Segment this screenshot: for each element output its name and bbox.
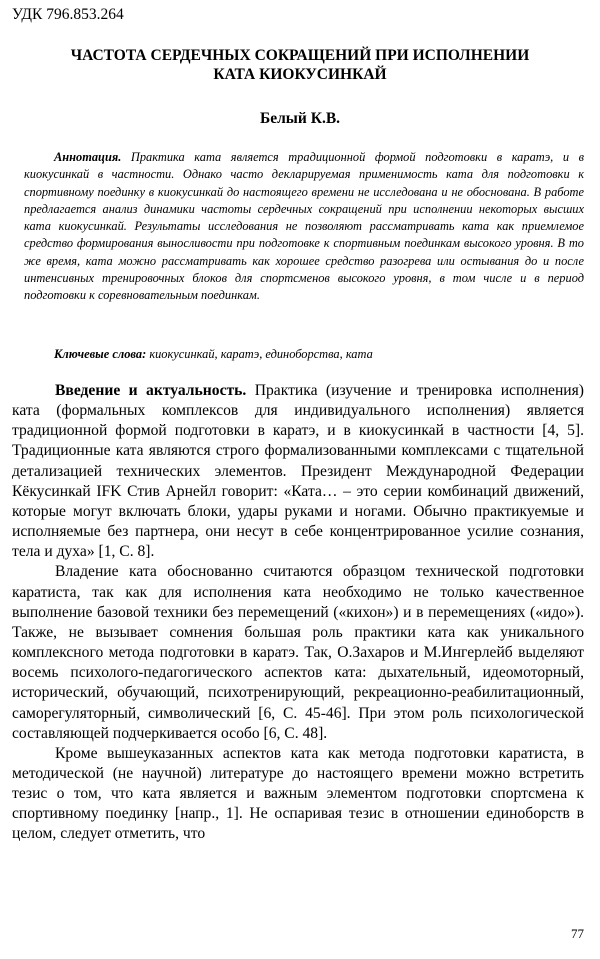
author-name: Белый К.В. (259, 110, 341, 127)
page-number: 77 (571, 926, 584, 941)
body-paragraph-3: Кроме вышеуказанных аспектов ката как метода подготовки каратиста, в методической (не научной) литературе до настоящего времени можно встретить тезис о том, что ката является и важным элементом подготовки спортсмена к спортивному поединку [напр., 1]. Не оспаривая тезис в отношении единоборств в целом, следует отметить, что (12, 744, 584, 843)
keywords-text: киокусинкай, каратэ, единоборства, ката (146, 347, 373, 361)
keywords (24, 346, 584, 363)
keywords-label: Ключевые слова: (54, 347, 147, 361)
udc-code: УДК 796.853.264 (12, 6, 124, 23)
abstract (24, 149, 584, 305)
title-line-1: ЧАСТОТА СЕРДЕЧНЫХ СОКРАЩЕНИЙ ПРИ ИСПОЛНЕНИИ (70, 47, 530, 64)
article-body (12, 381, 584, 845)
body-paragraph-2: Владение ката обоснованно считаются образцом технической подготовки каратиста, так как для исполнения ката необходимо не только качественное выполнение базовой техники без перемещений («кихон») и в перемещениях («идо»). Также, не вызывает сомнения большая роль практики ката как уникального комплексного метода подготовки в каратэ. Так, О.Захаров и М.Ингерлейб выделяют восемь психолого-педагогического аспектов ката: дыхательный, идеомоторный, исторический, обучающий, психотренирующий, рекреационно-реабилитационный, саморегуляторный, символический [6, С. 45-46]. При этом роль психологической составляющей подчеркивается особо [6, С. 48]. (12, 563, 584, 742)
body-paragraph-1 (12, 381, 584, 562)
article-title (16, 46, 584, 84)
title-line-2: КАТА КИОКУСИНКАЙ (213, 66, 387, 83)
abstract-label: Аннотация. (54, 150, 122, 164)
section-heading-inline: Введение и актуальность. (55, 382, 247, 399)
paragraph-1-text: Практика (изучение и тренировка исполнения) ката (формальных комплексов для индивидуального исполнения) является традиционной формой подготовки в каратэ, и в киокусинкай в частности [4, 5]. Традиционные ката являются строго формализованными комплексами с тщательной детализацией технических элементов. Президент Международной Федерации Кёкусинкай IFK Стив Арнейл говорит: «Ката… – это серии комбинаций движений, которые могут включать блоки, удары руками и ногами. Обычно практикуемые и исполняемые без партнера, они несут в себе концентрированное усилие сознания, тела и духа» [1, С. 8]. (12, 382, 584, 561)
abstract-text: Практика ката является традиционной формой подготовки в каратэ, и в киокусинкай в частности. Однако часто декларируемая применимость ката для подготовки к спортивному поединку в киокусинкай до настоящего времени не исследована и не обоснована. В работе предлагается анализ динамики частоты сердечных сокращений при исполнении некоторых высших ката киокусинкай. Результаты исследования не позволяют рассматривать ката как приемлемое средство формирования выносливости при подготовке к спортивным поединкам высокого уровня. В то же время, ката можно рассматривать как хорошее средство разогрева или остывания до и после интенсивных тренировочных блоков для спортсменов высокого уровня, в том числе и в период подготовки к соревновательным поединкам. (24, 150, 584, 303)
